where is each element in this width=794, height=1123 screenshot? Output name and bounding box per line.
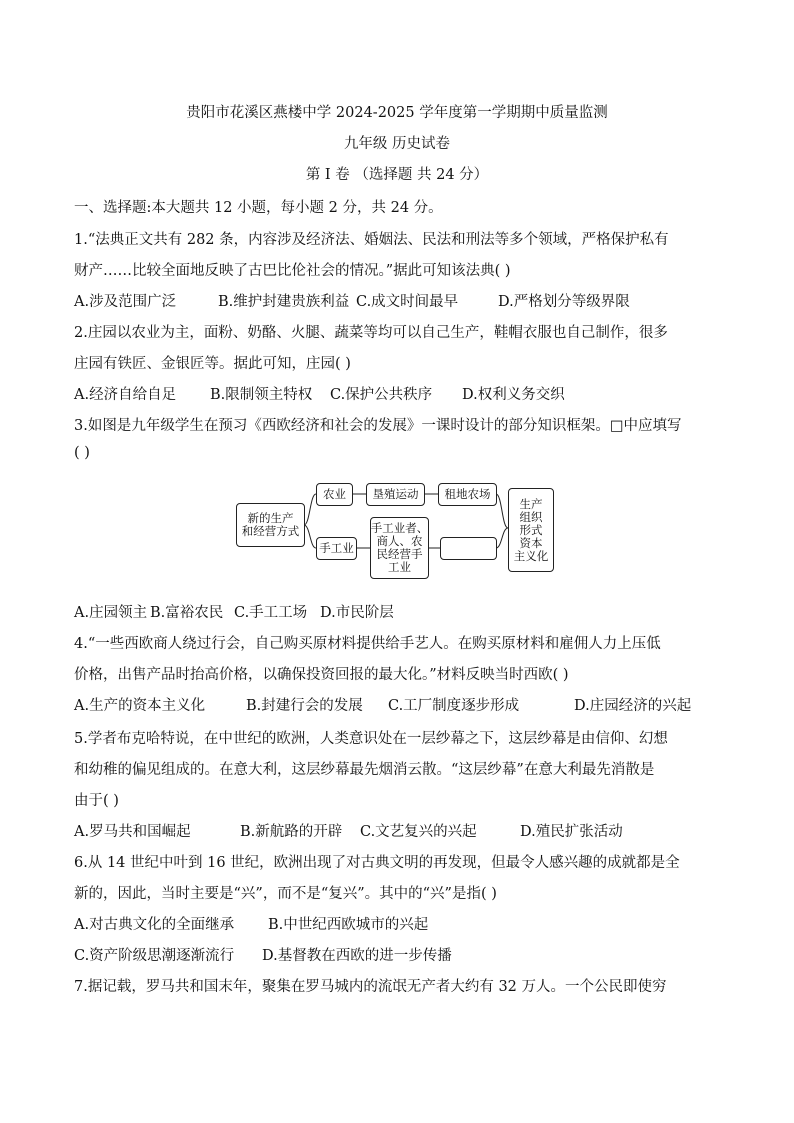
question-1-option-b: B.维护封建贵族利益 xyxy=(218,294,350,310)
question-3-option-b: B.富裕农民 xyxy=(150,605,224,621)
question-3-stem-2: ( ) xyxy=(74,445,90,461)
section-instruction: 一、选择题:本大题共 12 小题，每小题 2 分，共 24 分。 xyxy=(74,200,443,216)
question-4-stem-1: 4.“一些西欧商人绕过行会，自己购买原材料提供给手艺人。在购买原材料和雇佣人力上压低 xyxy=(74,636,661,652)
agriculture-box: 农业 xyxy=(316,483,353,506)
question-1-stem-1: 1.“法典正文共有 282 条，内容涉及经济法、婚姻法、民法和刑法等多个领域，严格保护私有 xyxy=(74,232,669,248)
question-5-stem-2: 和幼稚的偏见组成的。在意大利，这层纱幕最先烟消云散。“这层纱幕”在意大利最先消散是 xyxy=(74,762,655,778)
question-4-option-c: C.工厂制度逐步形成 xyxy=(388,698,520,714)
question-6-stem-2: 新的，因此，当时主要是“兴”，而不是“复兴”。其中的“兴”是指( ) xyxy=(74,886,497,902)
question-6-stem-1: 6.从 14 世纪中叶到 16 世纪，欧洲出现了对古典文明的再发现，但最令人感兴趣的成就都是全 xyxy=(74,855,680,871)
question-3-option-d: D.市民阶层 xyxy=(320,605,394,621)
subject-title: 九年级 历史试卷 xyxy=(343,136,451,152)
capitalist-production-box: 生产 组织 形式 资本 主义化 xyxy=(508,488,554,572)
question-2-option-a: A.经济自给自足 xyxy=(74,387,177,403)
question-5-option-a: A.罗马共和国崛起 xyxy=(74,824,191,840)
question-6-option-d: D.基督教在西欧的进一步传播 xyxy=(262,948,452,964)
question-5-option-b: B.新航路的开辟 xyxy=(240,824,343,840)
lease-farm-box: 租地农场 xyxy=(438,483,497,506)
question-1-option-c: C.成文时间最早 xyxy=(356,294,459,310)
question-4-option-d: D.庄园经济的兴起 xyxy=(574,698,692,714)
question-1-stem-2: 财产……比较全面地反映了古巴比伦社会的情况。”据此可知该法典( ) xyxy=(74,263,511,279)
question-4-option-a: A.生产的资本主义化 xyxy=(74,698,206,714)
reclamation-movement-box: 垦殖运动 xyxy=(366,483,425,506)
question-2-stem-2: 庄园有铁匠、金银匠等。据此可知，庄园( ) xyxy=(74,356,351,372)
question-7-stem-1: 7.据记载，罗马共和国末年，聚集在罗马城内的流氓无产者大约有 32 万人。一个公民即使穷 xyxy=(74,979,667,995)
question-1-option-d: D.严格划分等级界限 xyxy=(498,294,630,310)
volume-title: 第 I 卷 （选择题 共 24 分） xyxy=(305,167,489,183)
question-2-option-b: B.限制领主特权 xyxy=(210,387,313,403)
question-5-option-c: C.文艺复兴的兴起 xyxy=(360,824,477,840)
question-6-option-b: B.中世纪西欧城市的兴起 xyxy=(268,917,429,933)
question-2-option-c: C.保护公共秩序 xyxy=(330,387,433,403)
question-3-option-c: C.手工工场 xyxy=(234,605,308,621)
handicraft-box: 手工业 xyxy=(316,537,357,560)
blank-answer-box xyxy=(440,537,497,560)
question-6-option-a: A.对古典文化的全面继承 xyxy=(74,917,235,933)
question-1-option-a: A.涉及范围广泛 xyxy=(74,294,177,310)
question-2-stem-1: 2.庄园以农业为主，面粉、奶酪、火腿、蔬菜等均可以自己生产，鞋帽衣服也自己制作，很多 xyxy=(74,325,668,341)
question-3-option-a: A.庄园领主 xyxy=(74,605,148,621)
question-6-option-c: C.资产阶级思潮逐渐流行 xyxy=(74,948,235,964)
question-5-stem-1: 5.学者布克哈特说，在中世纪的欧洲，人类意识处在一层纱幕之下，这层纱幕是由信仰、幻想 xyxy=(74,731,668,747)
business-actors-box: 手工业者、 商人、农 民经营手 工业 xyxy=(370,517,429,579)
question-5-stem-3: 由于( ) xyxy=(74,793,119,809)
new-production-mode-box: 新的生产 和经营方式 xyxy=(236,503,305,547)
question-2-option-d: D.权利义务交织 xyxy=(462,387,565,403)
school-title: 贵阳市花溪区燕楼中学 2024-2025 学年度第一学期期中质量监测 xyxy=(186,105,608,121)
question-3-stem-1: 3.如图是九年级学生在预习《西欧经济和社会的发展》一课时设计的部分知识框架。□中应填写 xyxy=(74,418,682,434)
question-4-stem-2: 价格，出售产品时抬高价格，以确保投资回报的最大化。”材料反映当时西欧( ) xyxy=(74,667,569,683)
question-5-option-d: D.殖民扩张活动 xyxy=(520,824,623,840)
question-4-option-b: B.封建行会的发展 xyxy=(246,698,363,714)
